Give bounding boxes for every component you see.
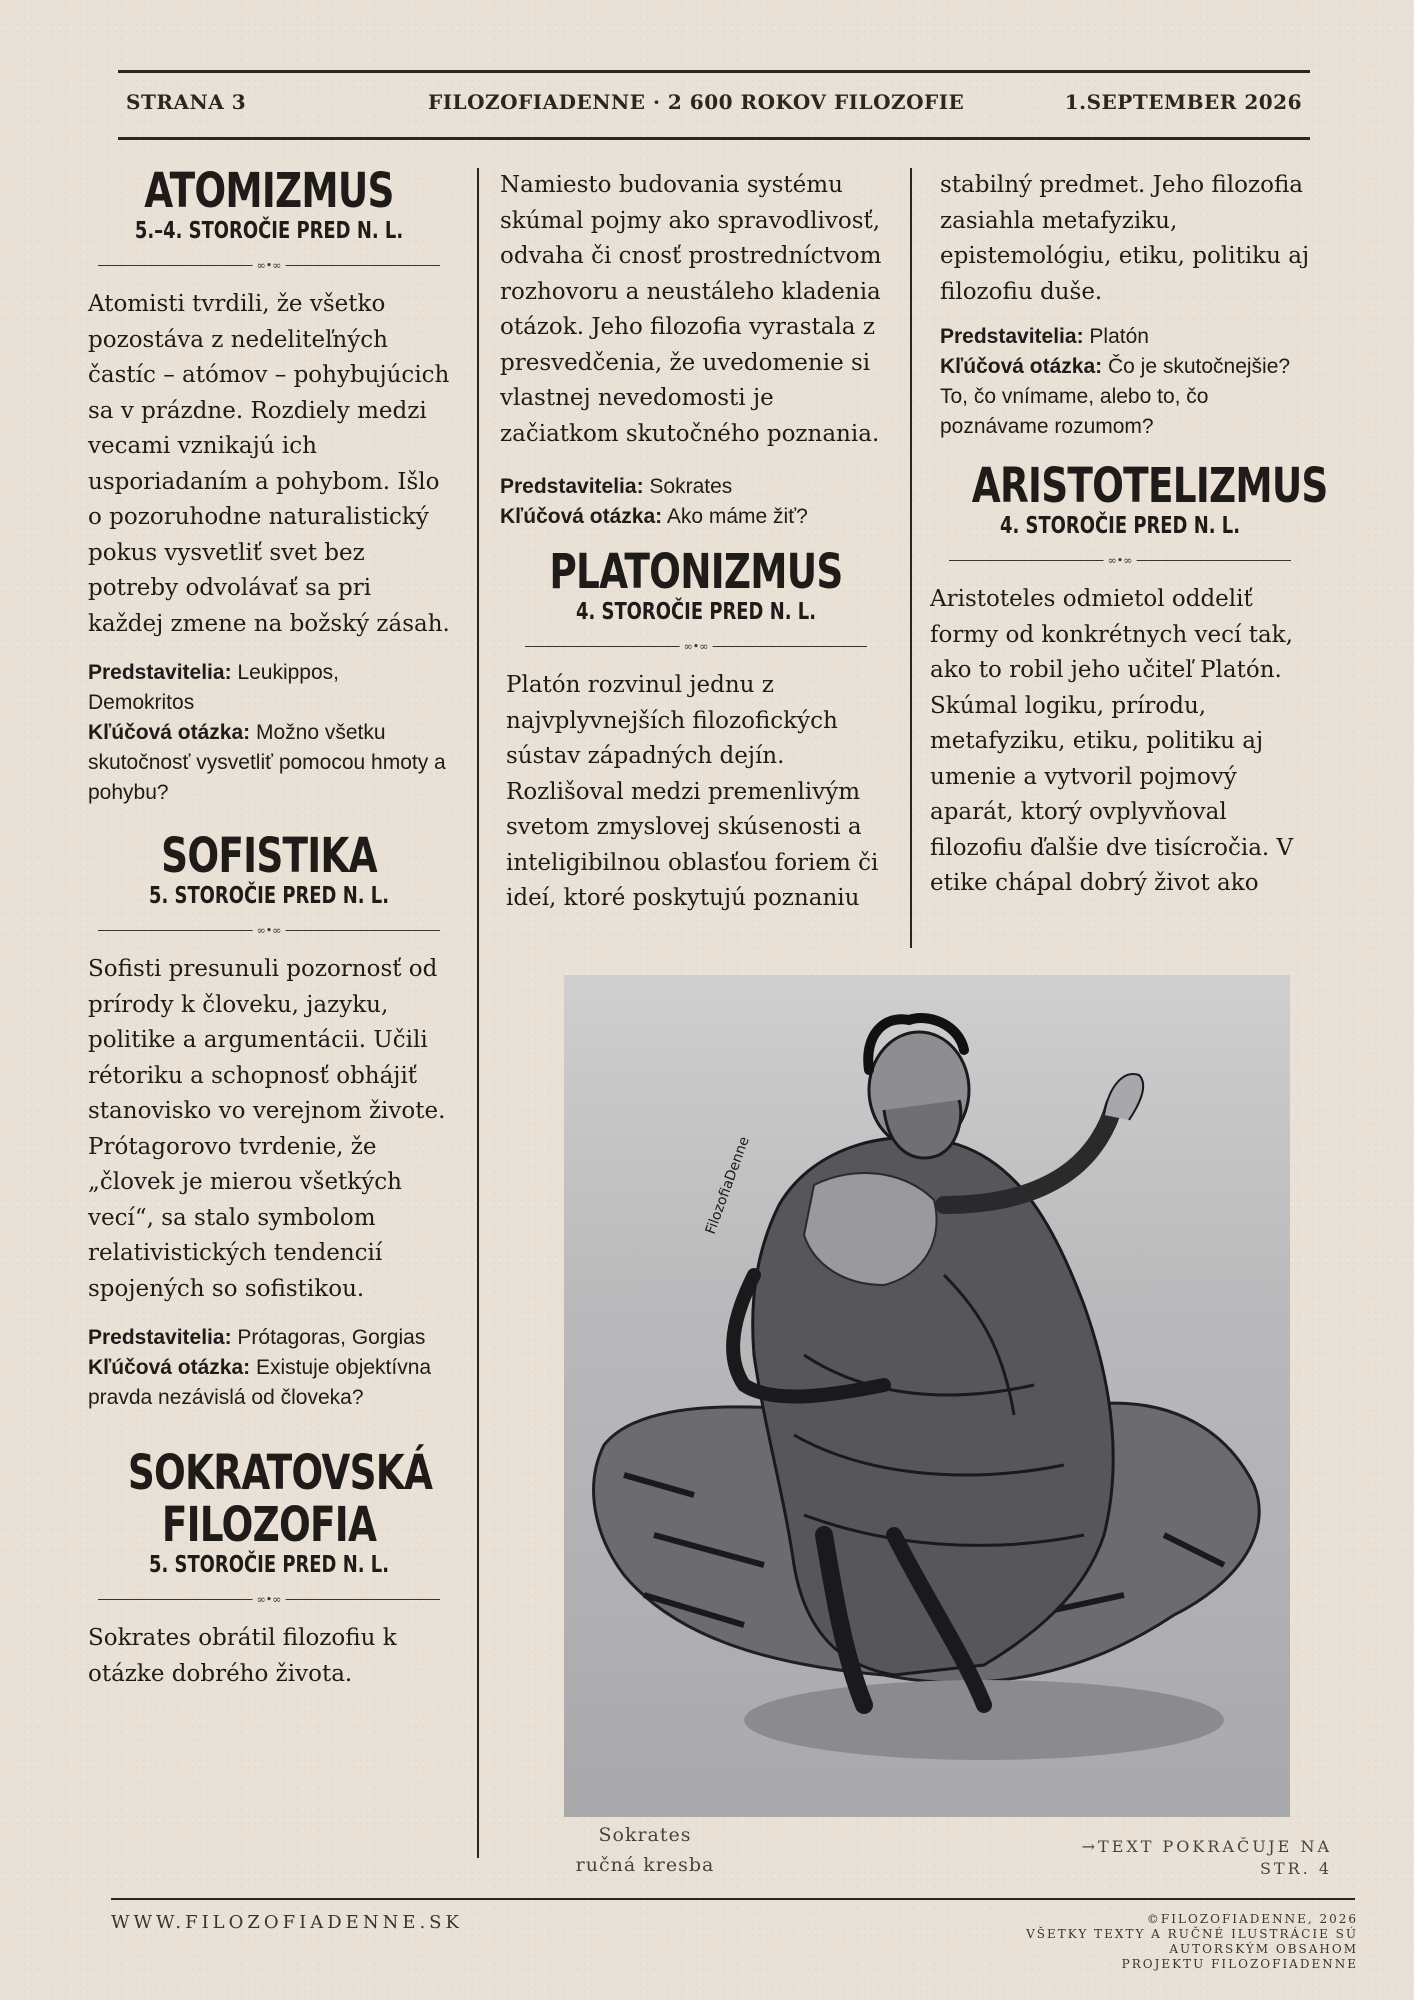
rep-label: Predstavitelia: — [88, 1326, 232, 1349]
copyright-line-3: AUTORSKÝM OBSAHOM — [1169, 1942, 1358, 1956]
section-text: Sofisti presunuli pozornosť od prírody k človeku, jazyku, politike a argumentácii. Učili rétoriku a schopnosť obhájiť stanovisko vo verejnom živote. Prótagorovo tvrdenie, že „človek je mierou všetkých vecí“, sa stalo symbolom relativistických tendencií spojených so sofistikou. — [88, 956, 446, 1302]
header-bottom-rule — [118, 137, 1310, 140]
representatives — [88, 1323, 450, 1353]
header-top-rule — [118, 70, 1310, 73]
key-question — [940, 352, 1310, 442]
section-platonizmus — [500, 546, 892, 917]
rep-value: Sokrates — [649, 475, 733, 498]
representatives — [500, 472, 892, 502]
rep-value: Prótagoras, Gorgias — [237, 1326, 426, 1349]
q-value: Existuje objektívna pravda nezávislá od človeka? — [88, 1356, 432, 1409]
caption-line-1: Sokrates — [598, 1824, 692, 1846]
illustration-signature: FilozofiaDenne — [702, 1134, 753, 1237]
footer-rule — [111, 1898, 1355, 1900]
section-sokratovska — [88, 1447, 450, 1692]
ornament-divider: ∞•∞ — [98, 924, 440, 938]
ornament-divider: ∞•∞ — [525, 640, 867, 654]
platonizmus-text-continued: stabilný predmet. Jeho filozofia zasiahla metafyziku, epistemológiu, etiku, politiku aj filozofiu duše. — [940, 172, 1310, 305]
ornament-divider: ∞•∞ — [98, 1593, 440, 1607]
section-title: SOFISTIKA — [161, 828, 377, 884]
section-period: 5. STOROČIE PRED N. L. — [148, 883, 390, 909]
continuation-note — [1032, 1836, 1332, 1880]
section-period: 4. STOROČIE PRED N. L. — [575, 599, 817, 625]
section-title: PLATONIZMUS — [549, 544, 843, 600]
copyright-line-4: PROJEKTU FILOZOFIADENNE — [1121, 1957, 1358, 1971]
section-period: 5. STOROČIE PRED N. L. — [148, 1552, 390, 1578]
key-question — [88, 1353, 450, 1413]
q-label: Kľúčová otázka: — [500, 505, 663, 528]
platonizmus-info — [930, 322, 1310, 442]
page-number: STRANA 3 — [126, 90, 247, 114]
q-label: Kľúčová otázka: — [940, 355, 1103, 378]
section-title: ATOMIZMUS — [144, 163, 394, 219]
section-title: ARISTOTELIZMUS — [971, 458, 1328, 514]
key-question — [88, 718, 450, 808]
section-title-line-1: SOKRATOVSKÁ — [127, 1445, 433, 1501]
column-2 — [500, 168, 892, 917]
footer-copyright — [938, 1912, 1358, 1972]
socrates-sketch-icon — [564, 975, 1290, 1817]
continuation-line-2: STR. 4 — [1259, 1859, 1332, 1878]
representatives — [88, 658, 450, 718]
section-period: 4. STOROČIE PRED N. L. — [999, 513, 1241, 539]
section-text: Sokrates obrátil filozofiu k otázke dobrého života. — [88, 1625, 397, 1687]
q-label: Kľúčová otázka: — [88, 1356, 251, 1379]
sokratovska-text-continued: Namiesto budovania systému skúmal pojmy ako spravodlivosť, odvaha či cnosť prostredníctvom rozhovoru a neustáleho kladenia otázok. Jeho filozofia vyrastala z presvedčenia, že uvedomenie si vlastnej nevedomosti je začiatkom skutočného poznania. — [500, 172, 882, 447]
section-sofistika — [88, 830, 450, 1413]
copyright-line-2: VŠETKY TEXTY A RUČNÉ ILUSTRÁCIE SÚ — [1026, 1927, 1358, 1941]
section-period: 5.–4. STOROČIE PRED N. L. — [134, 218, 404, 244]
q-label: Kľúčová otázka: — [88, 721, 251, 744]
section-text: Atomisti tvrdili, že všetko pozostáva z nedeliteľných častíc – atómov – pohybujúcich sa v prázdne. Rozdiely medzi vecami vznikajú ich usporiadaním a pohybom. Išlo o pozoruhodne naturalistický pokus vysvetliť svet bez potreby odvolávať sa pri každej zmene na božský zásah. — [88, 291, 450, 637]
column-1 — [88, 165, 450, 1692]
section-text: Platón rozvinul jednu z najvplyvnejších filozofických sústav západných dejín. Rozlišoval medzi premenlivým svetom zmyslovej skúsenosti a inteligibilnou oblasťou foriem či ideí, ktoré poskytujú poznaniu — [506, 672, 879, 911]
illustration-caption — [545, 1820, 745, 1880]
issue-date: 1.SEPTEMBER 2026 — [1064, 90, 1302, 114]
section-title-line-2: FILOZOFIA — [161, 1497, 377, 1553]
ornament-divider: ∞•∞ — [949, 554, 1291, 568]
rep-value: Leukippos, Demokritos — [88, 661, 339, 714]
copyright-line-1: ©FILOZOFIADENNE, 2026 — [1146, 1912, 1358, 1926]
ornament-divider: ∞•∞ — [98, 259, 440, 273]
footer-url[interactable]: WWW.FILOZOFIADENNE.SK — [111, 1912, 463, 1933]
rep-label: Predstavitelia: — [940, 325, 1084, 348]
caption-line-2: ručná kresba — [575, 1854, 715, 1876]
representatives — [940, 322, 1310, 352]
section-aristotelizmus — [930, 458, 1328, 902]
column-divider-2 — [910, 168, 912, 948]
section-atomizmus — [88, 165, 450, 808]
key-question — [500, 502, 892, 532]
section-text: Aristoteles odmietol oddeliť formy od konkrétnych vecí tak, ako to robil jeho učiteľ Platón. Skúmal logiku, prírodu, metafyziku, etiku, politiku aj umenie a vytvoril pojmový aparát, ktorý ovplyvňoval filozofiu ďalšie dve tisícročia. V etike chápal dobrý život ako — [930, 586, 1294, 896]
socrates-illustration — [564, 975, 1290, 1817]
rep-label: Predstavitelia: — [88, 661, 232, 684]
newspaper-title: FILOZOFIADENNE · 2 600 ROKOV FILOZOFIE — [428, 90, 965, 114]
column-3 — [930, 168, 1328, 902]
column-divider-1 — [477, 168, 479, 1858]
q-value: Čo je skutočnejšie? To, čo vnímame, alebo to, čo poznávame rozumom? — [940, 355, 1291, 438]
continuation-line-1: →TEXT POKRAČUJE NA — [1081, 1837, 1332, 1856]
q-value: Ako máme žiť? — [666, 505, 808, 528]
rep-label: Predstavitelia: — [500, 475, 644, 498]
rep-value: Platón — [1089, 325, 1149, 348]
q-value: Možno všetku skutočnosť vysvetliť pomocou hmoty a pohybu? — [88, 721, 446, 804]
